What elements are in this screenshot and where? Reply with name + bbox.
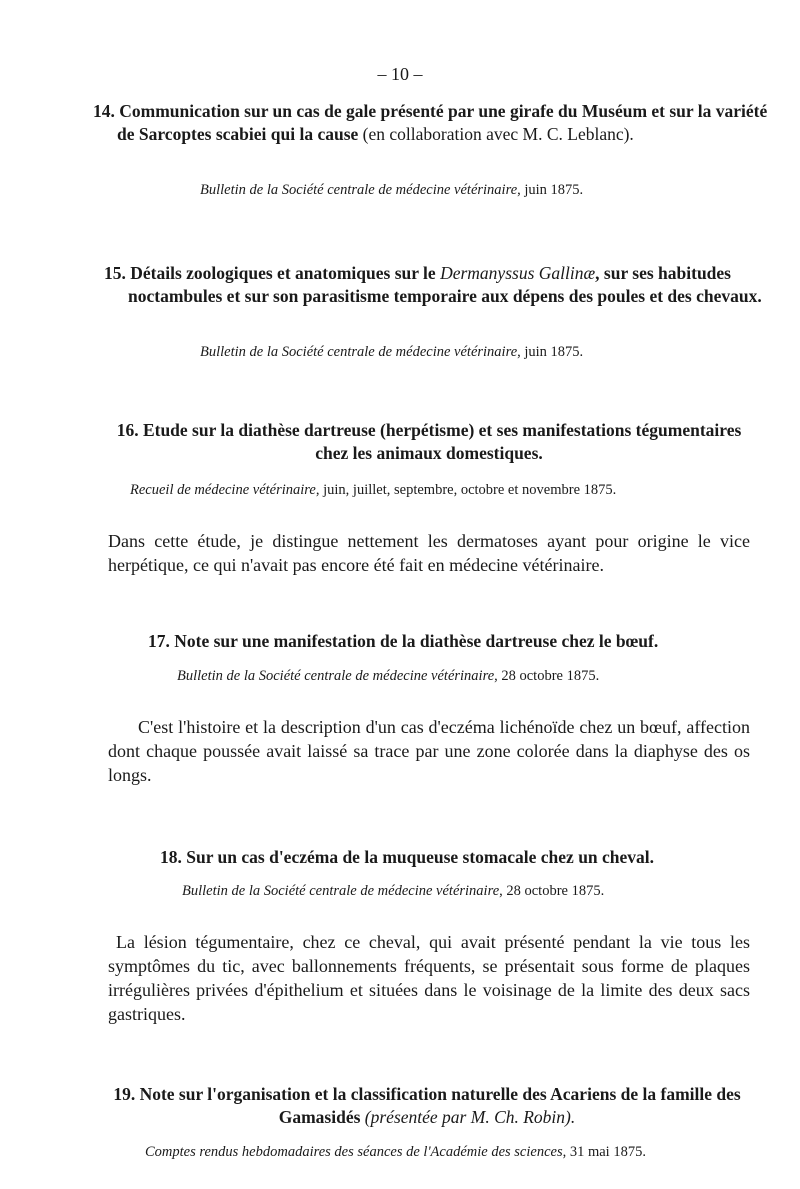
entry-17-body: C'est l'histoire et la description d'un cas d'eczéma lichénoïde chez un bœuf, affection dont chaque poussée avait laissé sa trace par une zone colorée dans la diaphyse des os longs. — [108, 717, 750, 785]
entry-number: 15. — [104, 263, 126, 283]
entry-number: 17. — [148, 631, 170, 651]
entry-16-source — [130, 481, 616, 499]
entry-title: Note sur une manifestation de la diathèse dartreuse chez le bœuf. — [174, 631, 659, 651]
page-number: – 10 – — [377, 64, 423, 84]
entry-number: 18. — [160, 847, 182, 867]
entry-18-source — [182, 882, 604, 900]
source-date: , juin 1875. — [517, 344, 584, 360]
source-date: , juin, juillet, septembre, octobre et novembre 1875. — [315, 482, 617, 498]
entry-15-title — [104, 262, 778, 308]
entry-17-source — [177, 667, 599, 685]
source-journal: Bulletin de la Société centrale de médecine vétérinaire — [182, 883, 500, 899]
entry-number: 19. — [113, 1084, 136, 1104]
source-date: , 28 octobre 1875. — [494, 668, 600, 684]
entry-title-note: (présentée par M. Ch. Robin). — [364, 1107, 576, 1127]
entry-18-title — [160, 846, 654, 869]
source-journal: Bulletin de la Société centrale de médecine vétérinaire — [200, 344, 518, 360]
entry-19-title — [100, 1083, 754, 1129]
entry-17-title — [148, 630, 658, 653]
source-journal: Bulletin de la Société centrale de médecine vétérinaire — [200, 182, 518, 198]
entry-title-part-1: Détails zoologiques et anatomiques sur le — [130, 263, 436, 283]
entry-title-note: (en collaboration avec M. C. Leblanc). — [362, 124, 634, 144]
entry-14-source — [200, 181, 583, 199]
entry-16-body: Dans cette étude, je distingue nettement les dermatoses ayant pour origine le vice herpétique, ce qui n'avait pas encore été fait en médecine vétérinaire. — [108, 531, 750, 575]
source-date: , 28 octobre 1875. — [499, 883, 605, 899]
entry-title: Note sur l'organisation et la classification naturelle des Acariens de la famille des Gamasidés — [139, 1084, 741, 1127]
source-journal: Bulletin de la Société centrale de médecine vétérinaire — [177, 668, 495, 684]
source-journal: Comptes rendus hebdomadaires des séances de l'Académie des sciences — [145, 1144, 563, 1160]
entry-14-title — [93, 100, 777, 146]
entry-15-source — [200, 343, 583, 361]
entry-title-part-2: , sur ses habitudes noctambules et sur son parasitisme temporaire aux dépens des poules et des chevaux. — [128, 263, 762, 306]
source-date: , 31 mai 1875. — [562, 1144, 646, 1160]
entry-number: 14. — [93, 101, 115, 121]
entry-19-source — [145, 1143, 646, 1161]
entry-title-species: Dermanyssus Gallinæ — [440, 263, 596, 283]
entry-title: Etude sur la diathèse dartreuse (herpétisme) et ses manifestations tégumentaires chez les animaux domestiques. — [142, 420, 742, 463]
entry-16-title — [104, 419, 754, 465]
entry-18-body: La lésion tégumentaire, chez ce cheval, qui avait présenté pendant la vie tous les symptômes du tic, avec ballonnements fréquents, se présentait sous forme de plaques irrégulières privées d'épithelium et situées dans le voisinage de la limite des deux sacs gastriques. — [108, 932, 750, 1024]
entry-title: Sur un cas d'eczéma de la muqueuse stomacale chez un cheval. — [186, 847, 655, 867]
entry-number: 16. — [116, 420, 139, 440]
entry-title: Communication sur un cas de gale présenté par une girafe du Muséum et sur la variété de Sarcoptes scabiei qui la cause — [117, 101, 768, 144]
source-journal: Recueil de médecine vétérinaire — [130, 482, 316, 498]
source-date: , juin 1875. — [517, 182, 584, 198]
